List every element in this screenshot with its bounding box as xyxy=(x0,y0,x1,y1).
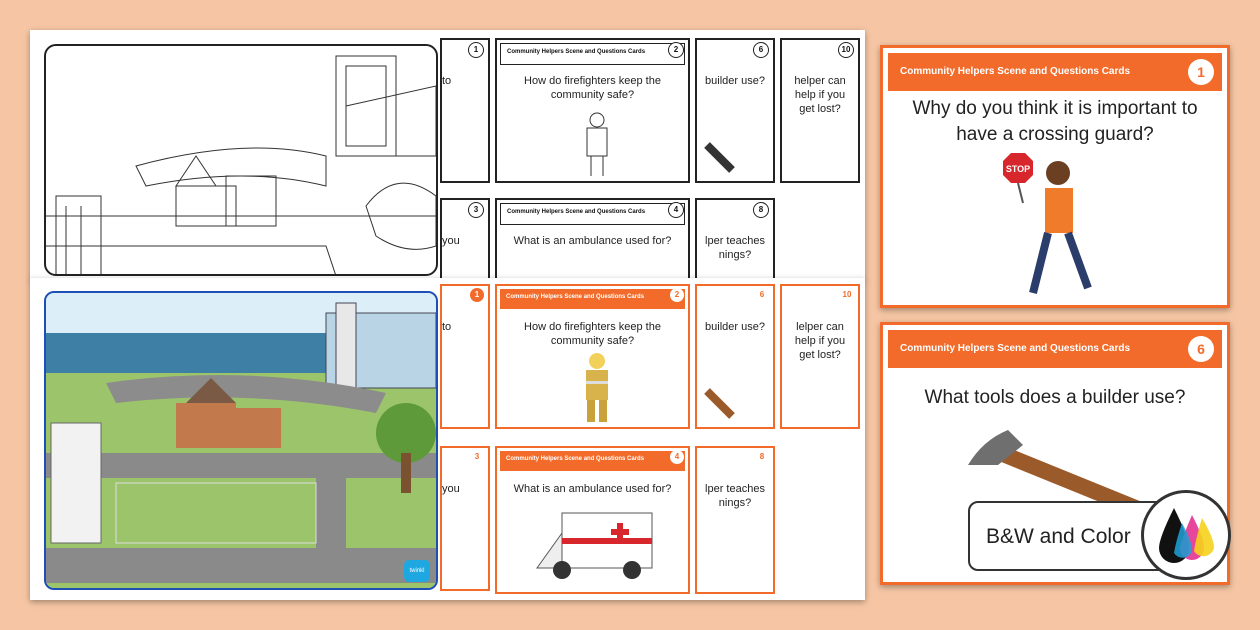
card-question: How do firefighters keep the community safe? xyxy=(524,321,661,347)
stop-sign-text: STOP xyxy=(1005,164,1031,174)
color-card-3 xyxy=(440,446,490,591)
card-question: lelper can help if you get lost? xyxy=(794,321,846,361)
card-question: lper teaches nings? xyxy=(705,235,765,261)
card-question: What is an ambulance used for? xyxy=(513,235,672,247)
bw-sheet xyxy=(30,30,865,280)
card-number: 8 xyxy=(755,450,769,464)
card-number: 10 xyxy=(838,42,854,58)
color-scene xyxy=(44,291,438,590)
card-number: 4 xyxy=(668,202,684,218)
card-number: 2 xyxy=(668,42,684,58)
card-question: What is an ambulance used for? xyxy=(513,483,672,495)
card-question: What tools does a builder use? xyxy=(924,387,1186,408)
card-question: to xyxy=(442,75,452,87)
bw-scene xyxy=(44,44,438,276)
bw-card-10 xyxy=(780,38,860,183)
card-number: 3 xyxy=(468,202,484,218)
bw-card-2 xyxy=(495,38,690,183)
twinkl-logo: twinkl xyxy=(404,560,430,582)
bw-card-8 xyxy=(695,198,775,280)
card-header: Community Helpers Scene and Questions Cards xyxy=(506,456,645,462)
card-header: Community Helpers Scene and Questions Cards xyxy=(507,209,646,215)
ink-drops-icon xyxy=(1141,490,1231,580)
bw-card-4 xyxy=(495,198,690,280)
card-question: lper teaches nings? xyxy=(705,483,765,509)
card-header: Community Helpers Scene and Questions Cards xyxy=(507,49,646,55)
card-number: 6 xyxy=(753,42,769,58)
card-question: builder use? xyxy=(705,75,765,87)
card-number: 4 xyxy=(670,450,684,464)
color-card-1 xyxy=(440,284,490,429)
card-number: 2 xyxy=(670,288,684,302)
hammer-outline-image xyxy=(702,140,742,180)
color-card-4 xyxy=(495,446,690,594)
card-question: you xyxy=(442,483,460,495)
card-header: Community Helpers Scene and Questions Cards xyxy=(506,294,645,300)
card-number: 6 xyxy=(1188,336,1214,362)
color-card-8 xyxy=(695,446,775,594)
large-card-1 xyxy=(880,45,1230,308)
card-number: 3 xyxy=(470,450,484,464)
card-question: helper can help if you get lost? xyxy=(794,75,846,115)
ink-drops-drawing xyxy=(1144,493,1228,577)
color-scene-drawing xyxy=(46,293,436,588)
card-number: 1 xyxy=(470,288,484,302)
badge-label: B&W and Color xyxy=(986,525,1131,548)
card-number: 1 xyxy=(468,42,484,58)
card-question: you xyxy=(442,235,460,247)
color-card-6 xyxy=(695,284,775,429)
color-sheet xyxy=(30,278,865,600)
card-header: Community Helpers Scene and Questions Cards xyxy=(900,66,1131,77)
bw-card-3 xyxy=(440,198,490,280)
card-number: 6 xyxy=(755,288,769,302)
card-number: 10 xyxy=(840,288,854,302)
crossing-guard-image xyxy=(1003,148,1113,303)
card-question: to xyxy=(442,321,452,333)
ambulance-image xyxy=(532,508,657,588)
card-question: How do firefighters keep the community safe? xyxy=(524,75,661,101)
card-number: 8 xyxy=(753,202,769,218)
card-question: Why do you think it is important to have a crossing guard? xyxy=(912,98,1198,145)
bw-card-6 xyxy=(695,38,775,183)
firefighter-outline-image xyxy=(577,110,617,180)
card-question: builder use? xyxy=(705,321,765,333)
hammer-image xyxy=(702,386,742,426)
card-header: Community Helpers Scene and Questions Cards xyxy=(900,343,1131,354)
color-card-2 xyxy=(495,284,690,429)
color-card-10 xyxy=(780,284,860,429)
card-number: 1 xyxy=(1188,59,1214,85)
bw-scene-drawing xyxy=(46,46,436,276)
firefighter-image xyxy=(575,351,619,426)
bw-card-1 xyxy=(440,38,490,183)
